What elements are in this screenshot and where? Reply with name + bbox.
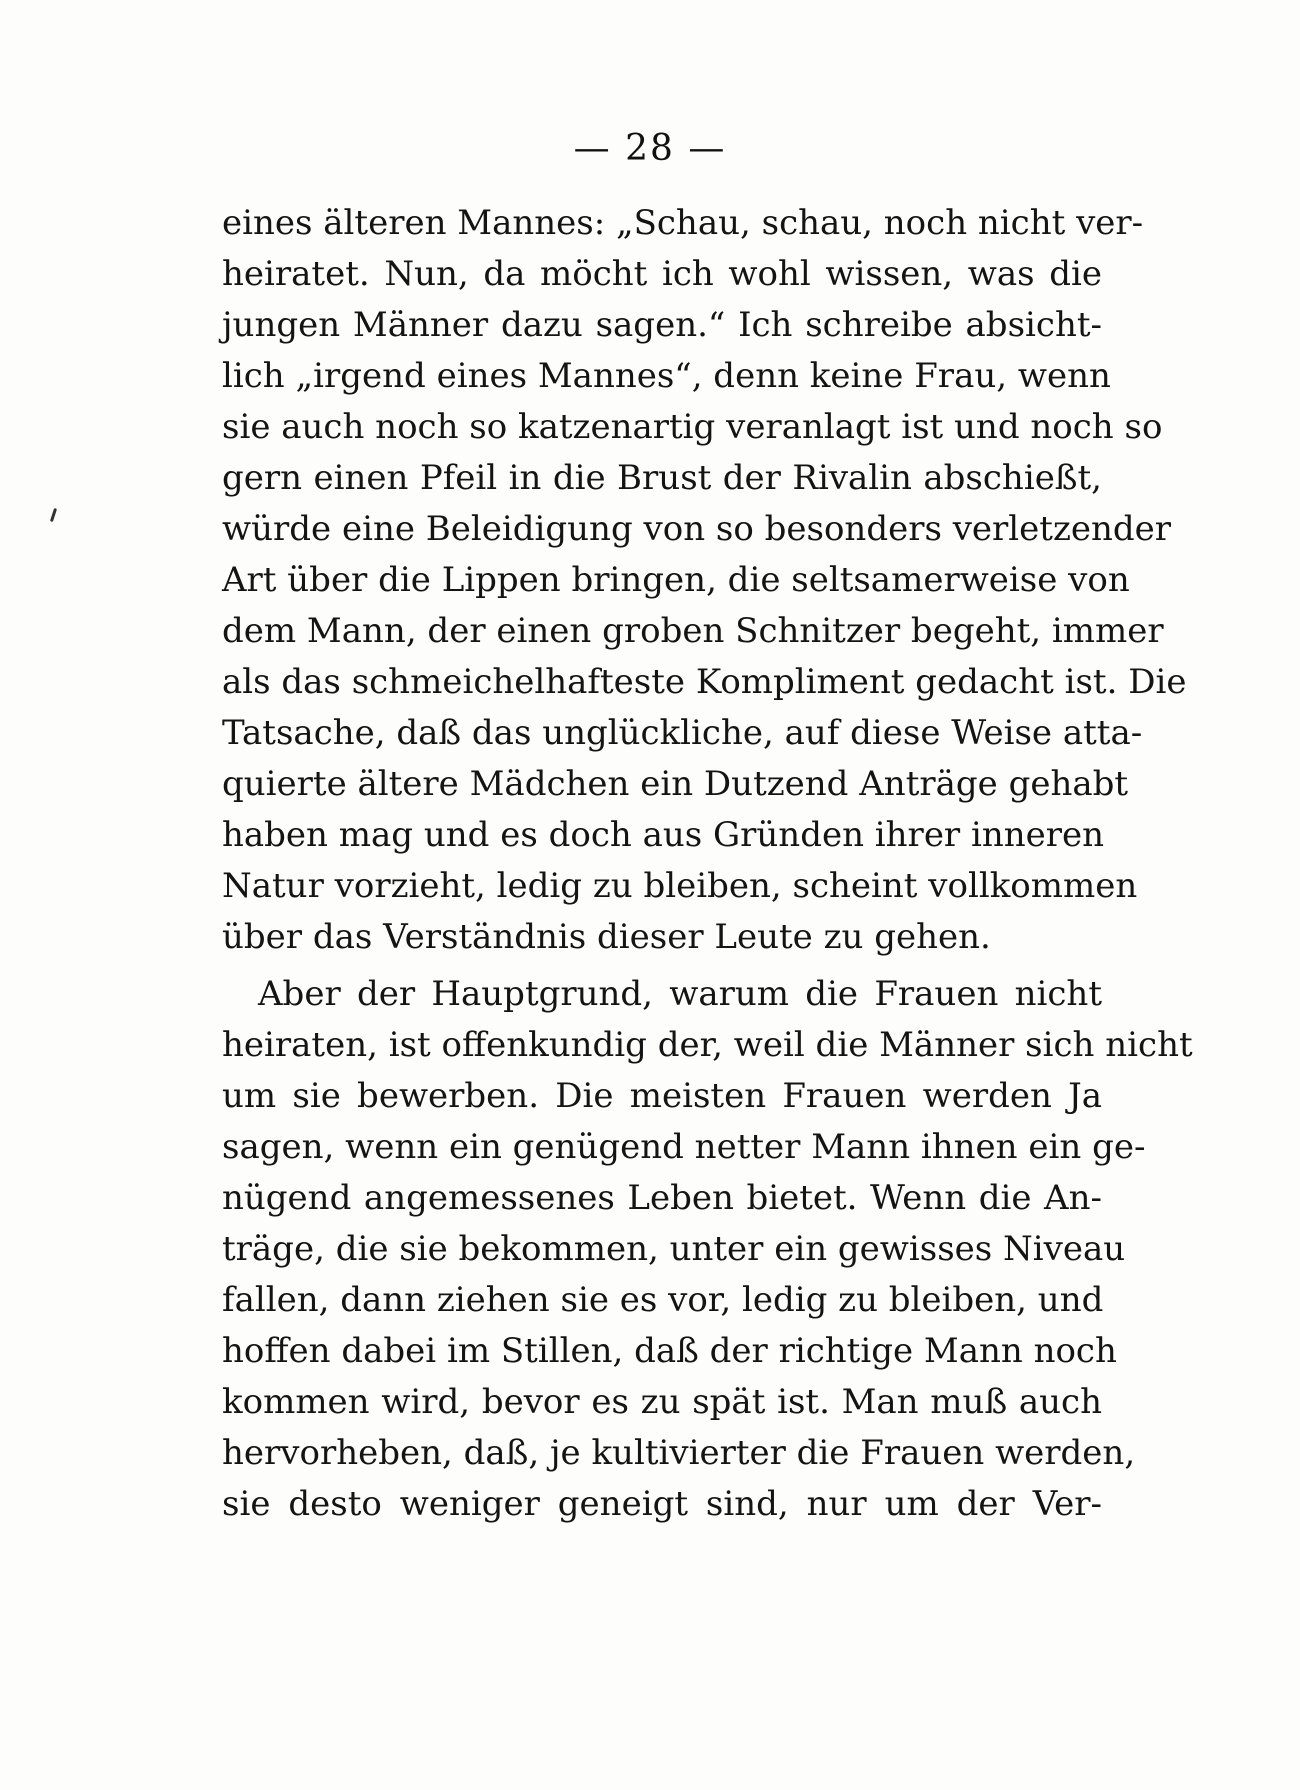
text-line: gern einen Pfeil in die Brust der Rivalin abschießt, <box>222 458 1102 498</box>
text-line: Natur vorzieht, ledig zu bleiben, scheint vollkommen <box>222 866 1138 906</box>
text-line: dem Mann, der einen groben Schnitzer begeht, immer <box>222 611 1164 651</box>
text-line: lich „irgend eines Mannes“, denn keine Frau, wenn <box>222 356 1111 396</box>
text-line: Aber der Hauptgrund, warum die Frauen nicht <box>258 974 1102 1014</box>
paragraph-2 <box>222 969 1193 1530</box>
text-line: über das Verständnis dieser Leute zu gehen. <box>222 917 991 957</box>
text-line: hervorheben, daß, je kultivierter die Frauen werden, <box>222 1433 1136 1473</box>
text-line: heiratet. Nun, da möcht ich wohl wissen, was die <box>222 254 1102 294</box>
text-line: nügend angemessenes Leben bietet. Wenn die An- <box>222 1178 1102 1218</box>
text-line: hoffen dabei im Stillen, daß der richtige Mann noch <box>222 1331 1117 1371</box>
text-line: haben mag und es doch aus Gründen ihrer inneren <box>222 815 1105 855</box>
paragraph-1 <box>222 198 1187 963</box>
text-line: als das schmeichelhafteste Kompliment gedacht ist. Die <box>222 662 1187 702</box>
text-line: quierte ältere Mädchen ein Dutzend Anträge gehabt <box>222 764 1129 804</box>
text-line: würde eine Beleidigung von so besonders verletzender <box>222 509 1172 549</box>
text-line: jungen Männer dazu sagen.“ Ich schreibe absicht- <box>222 305 1102 345</box>
text-line: Tatsache, daß das unglückliche, auf diese Weise atta- <box>222 713 1143 753</box>
text-line: sie desto weniger geneigt sind, nur um der Ver- <box>222 1484 1102 1524</box>
page-number: — 28 — <box>573 128 727 169</box>
text-line: sagen, wenn ein genügend netter Mann ihnen ein ge- <box>222 1127 1146 1167</box>
text-line: Art über die Lippen bringen, die seltsamerweise von <box>222 560 1130 600</box>
text-line: eines älteren Mannes: „Schau, schau, noch nicht ver- <box>222 203 1144 243</box>
text-line: kommen wird, bevor es zu spät ist. Man muß auch <box>222 1382 1102 1422</box>
text-line: fallen, dann ziehen sie es vor, ledig zu bleiben, und <box>222 1280 1104 1320</box>
text-line: träge, die sie bekommen, unter ein gewisses Niveau <box>222 1229 1126 1269</box>
margin-mark <box>50 508 57 522</box>
text-line: um sie bewerben. Die meisten Frauen werden Ja <box>222 1076 1102 1116</box>
body-text <box>222 198 1193 1530</box>
text-line: heiraten, ist offenkundig der, weil die Männer sich nicht <box>222 1025 1193 1065</box>
text-line: sie auch noch so katzenartig veranlagt ist und noch so <box>222 407 1163 447</box>
